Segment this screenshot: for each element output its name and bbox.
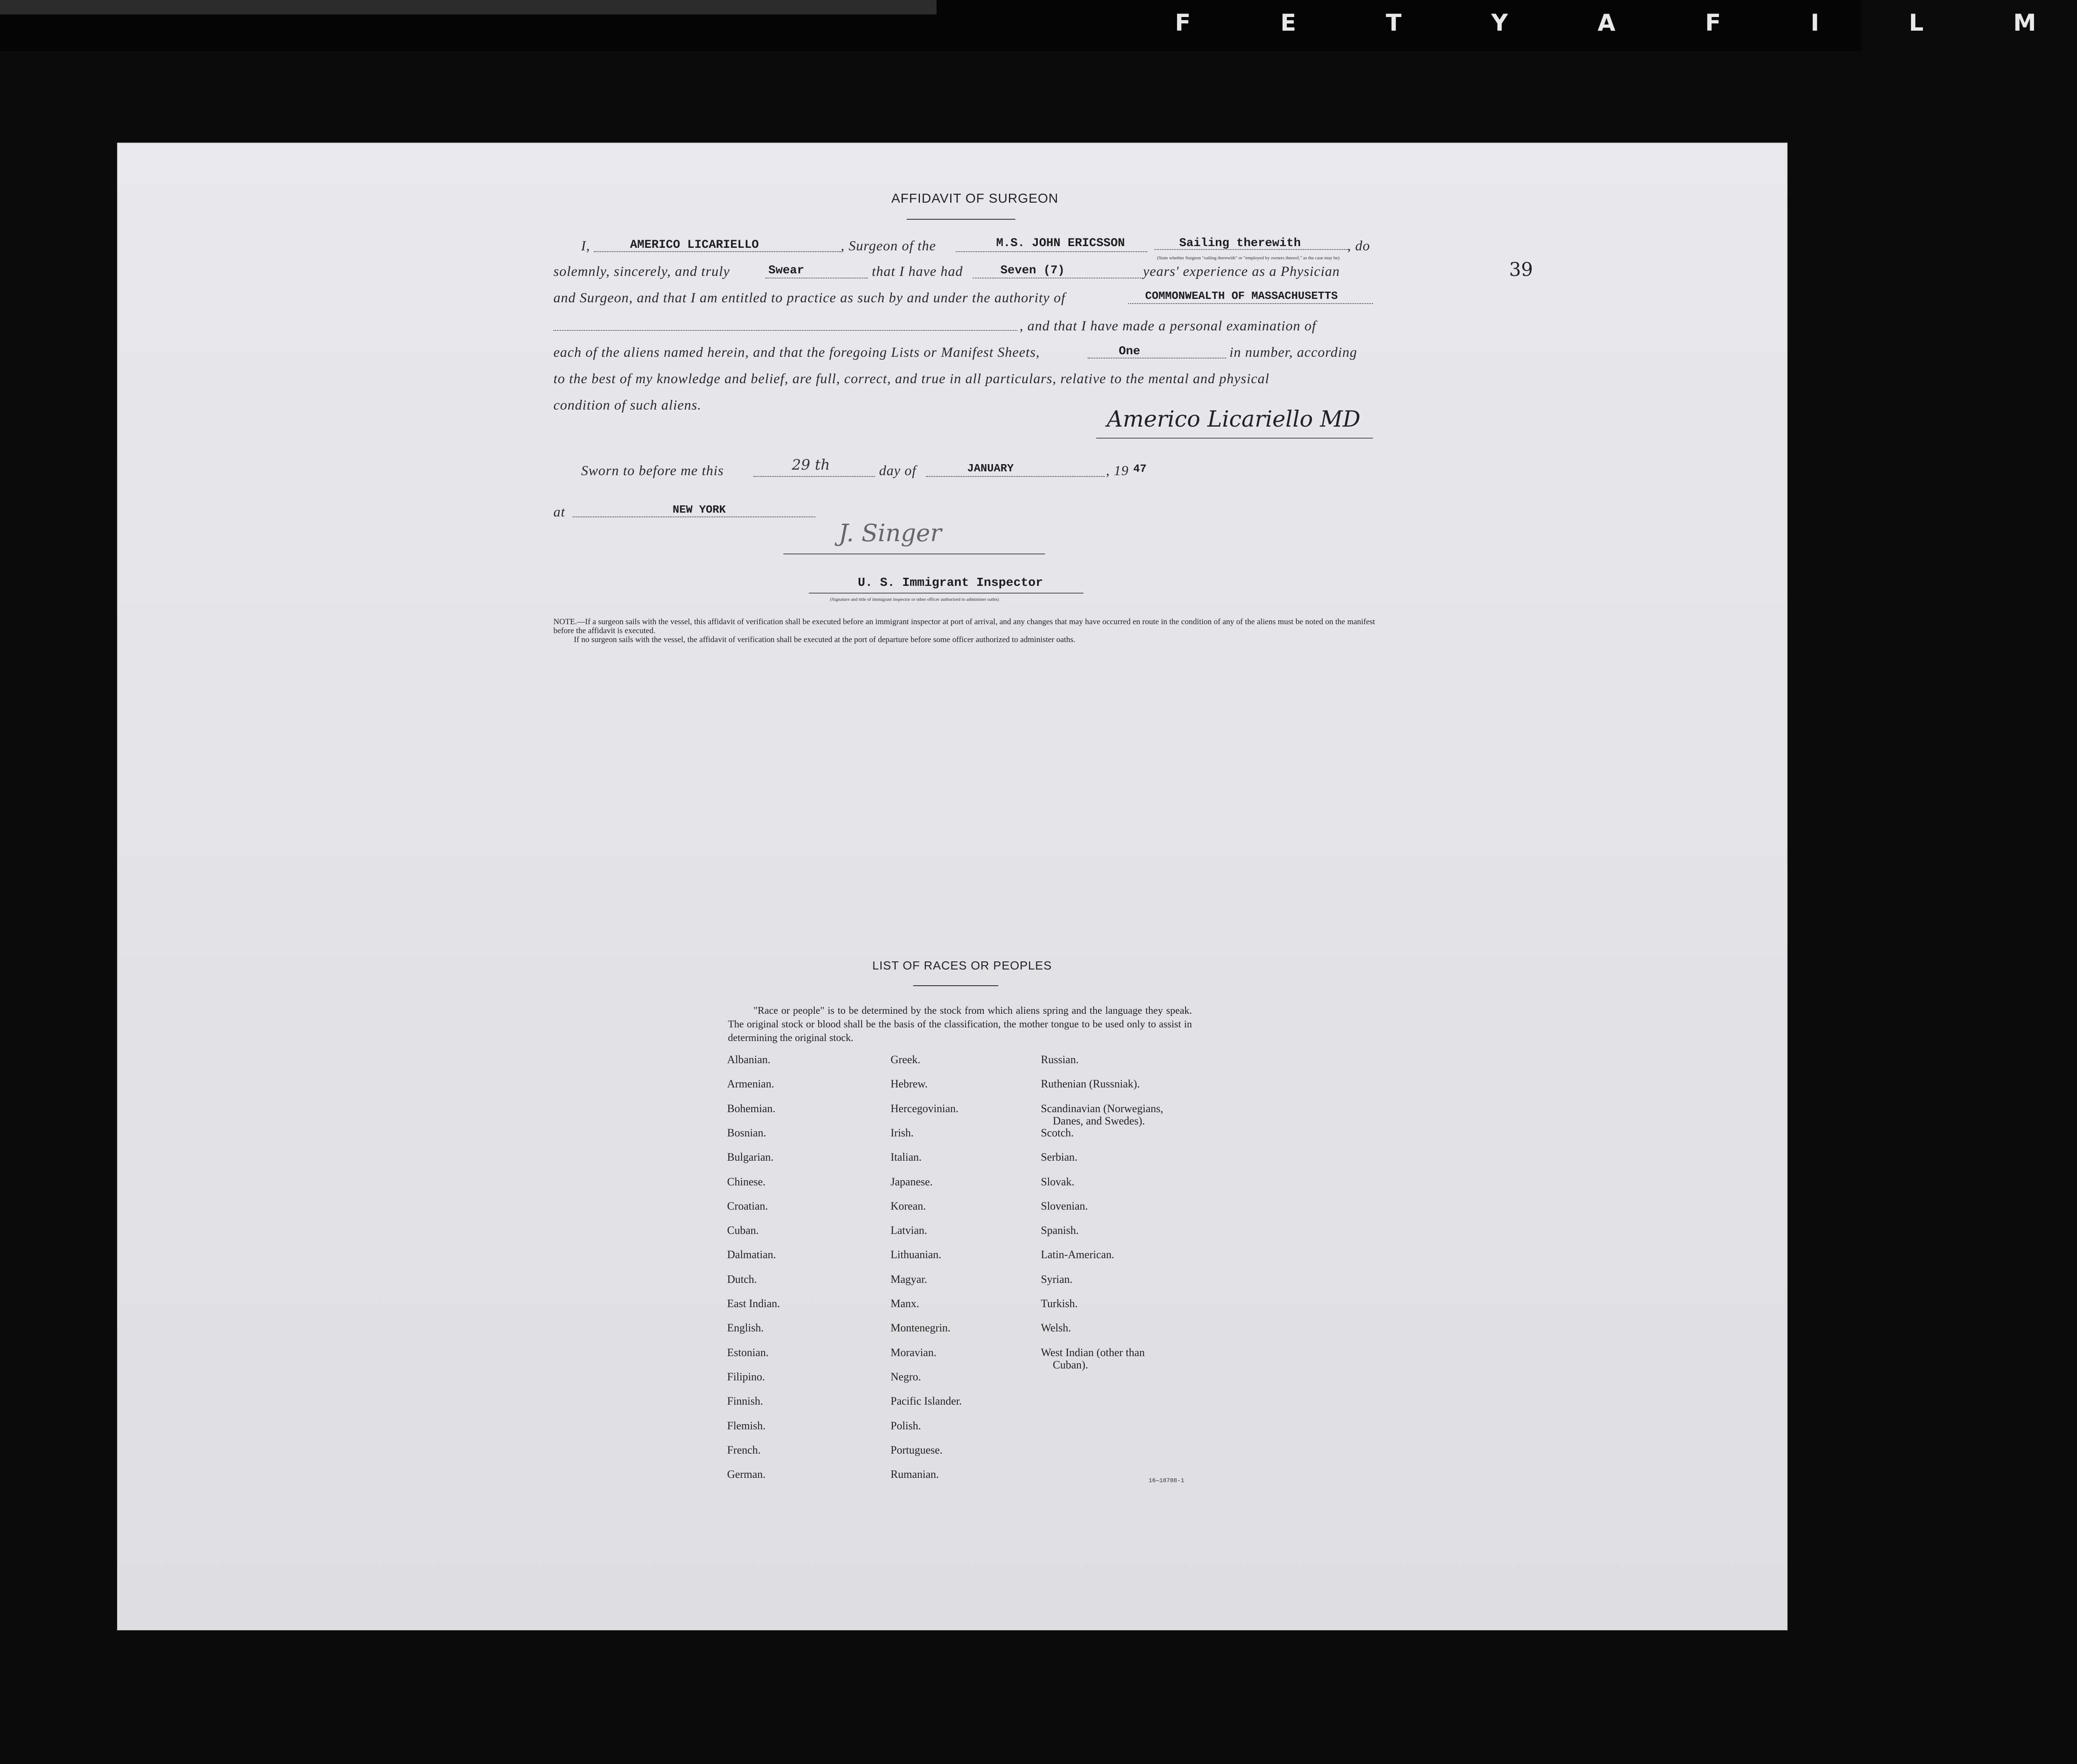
page-number: 39 (1509, 259, 1533, 281)
line3-prefix: and Surgeon, and that I am entitled to practice as such by and under the authority of (553, 290, 1066, 306)
sworn-mid: day of (879, 463, 917, 479)
line5-prefix: each of the aliens named herein, and that the foregoing Lists or Manifest Sheets, (553, 345, 1040, 360)
line4: , and that I have made a personal examination of (1020, 318, 1316, 334)
race-entry: Armenian. (727, 1078, 774, 1090)
race-entry: English. (727, 1322, 764, 1334)
race-entry: Pacific Islander. (891, 1395, 962, 1408)
years-experience: Seven (7) (1000, 264, 1065, 277)
sheets-count-field (1088, 358, 1226, 359)
races-intro: "Race or people" is to be determined by the stock from which aliens spring and the language they speak. The original stock or blood shall be the basis of the classification, the mother tongue to be used only to assist in determining the original stock. (728, 1005, 1192, 1044)
race-entry: Polish. (891, 1419, 921, 1432)
race-entry: Turkish. (1041, 1297, 1078, 1310)
affidavit-title: AFFIDAVIT OF SURGEON (891, 191, 1059, 206)
sheets-count: One (1119, 345, 1140, 358)
line1-prefix: I, (581, 238, 590, 254)
line2-mid: that I have had (872, 264, 963, 279)
line7: condition of such aliens. (553, 398, 702, 413)
status-note: (State whether Surgeon "sailing therewith" or "employed by owners thereof," as the case may be) (1157, 255, 1340, 261)
race-entry: Moravian. (891, 1346, 937, 1359)
race-entry: East Indian. (727, 1297, 780, 1310)
authority-continued-field (553, 330, 1017, 331)
place-field (573, 516, 815, 517)
race-entry: Dutch. (727, 1273, 757, 1285)
race-entry: Bulgarian. (727, 1151, 774, 1164)
race-entry: Negro. (891, 1370, 921, 1383)
race-entry: Estonian. (727, 1346, 769, 1359)
place-prefix: at (553, 505, 565, 520)
race-entry: Cuban. (727, 1224, 759, 1237)
line5-end: in number, according (1229, 345, 1358, 360)
line2-end: years' experience as a Physician (1143, 264, 1340, 279)
race-entry: Welsh. (1041, 1322, 1071, 1334)
form-code: 16—18708-1 (1149, 1477, 1185, 1484)
race-entry: Syrian. (1041, 1273, 1073, 1285)
surgeon-signature: Americo Licariello MD (1107, 407, 1361, 432)
race-entry: Bosnian. (727, 1126, 766, 1139)
sworn-year: 47 (1133, 462, 1147, 475)
place-city: NEW YORK (673, 503, 726, 516)
race-entry: Irish. (891, 1126, 914, 1139)
race-entry: Serbian. (1041, 1151, 1077, 1164)
race-entry: Korean. (891, 1199, 926, 1212)
race-entry: Filipino. (727, 1370, 765, 1383)
race-entry: Ruthenian (Russniak). (1041, 1078, 1140, 1090)
race-entry: Slovak. (1041, 1175, 1074, 1188)
vessel-field (956, 251, 1147, 252)
race-entry: French. (727, 1443, 761, 1456)
authority: COMMONWEALTH OF MASSACHUSETTS (1145, 290, 1338, 302)
affidavit-line-1 (581, 238, 590, 254)
race-entry: Lithuanian. (891, 1248, 942, 1261)
title-rule (907, 219, 1015, 220)
race-entry: Manx. (891, 1297, 920, 1310)
race-entry: Montenegrin. (891, 1322, 951, 1334)
vessel-name: M.S. JOHN ERICSSON (996, 237, 1125, 250)
line2-prefix: solemnly, sincerely, and truly (553, 264, 730, 279)
race-entry: German. (727, 1468, 766, 1481)
inspector-title: U. S. Immigrant Inspector (858, 576, 1043, 590)
line6: to the best of my knowledge and belief, are full, correct, and true in all particulars, relative to the mental and physical (553, 371, 1269, 387)
race-entry: Italian. (891, 1151, 922, 1164)
race-entry: Portuguese. (891, 1443, 943, 1456)
race-entry: Rumanian. (891, 1468, 939, 1481)
surgeon-signature-line (1096, 438, 1373, 439)
race-entry: Finnish. (727, 1395, 763, 1408)
race-entry: Russian. (1041, 1053, 1079, 1066)
film-edge-band (0, 0, 937, 14)
inspector-signature: J. Singer (839, 519, 942, 547)
oath-type: Swear (768, 264, 805, 277)
races-title-rule (913, 985, 998, 986)
race-entry: Japanese. (891, 1175, 933, 1188)
race-entry: Spanish. (1041, 1224, 1079, 1237)
sworn-month-field (926, 476, 1105, 477)
race-entry: Hebrew. (891, 1078, 928, 1090)
race-entry: Slovenian. (1041, 1199, 1088, 1212)
sworn-day-field (753, 476, 875, 477)
race-entry: Hercegovinian. (891, 1102, 959, 1115)
race-entry: Scandinavian (Norwegians, (1041, 1102, 1163, 1115)
race-entry: Danes, and Swedes). (1053, 1115, 1145, 1127)
race-entry: Croatian. (727, 1199, 768, 1212)
race-entry: Dalmatian. (727, 1248, 776, 1261)
race-entry: Magyar. (891, 1273, 927, 1285)
line1-mid: , Surgeon of the (841, 238, 936, 254)
race-entry: West Indian (other than (1041, 1346, 1145, 1359)
film-strip (0, 0, 2077, 51)
sworn-prefix: Sworn to before me this (581, 463, 724, 479)
sworn-month: JANUARY (967, 462, 1014, 475)
race-entry: Bohemian. (727, 1102, 776, 1115)
race-entry: Latvian. (891, 1224, 927, 1237)
race-entry: Greek. (891, 1053, 921, 1066)
inspector-note: (Signature and title of immigrant inspector or other officer authorized to administer oaths) (830, 597, 999, 602)
note-no-surgeon: If no surgeon sails with the vessel, the affidavit of verification shall be executed at the port of departure before some officer authorized to administer oaths. (574, 635, 1076, 644)
surgeon-status: Sailing therewith (1179, 237, 1301, 250)
race-entry: Cuban). (1053, 1359, 1089, 1371)
race-entry: Scotch. (1041, 1126, 1074, 1139)
race-entry: Latin-American. (1041, 1248, 1114, 1261)
film-edge-text: F E T Y A F I L M (1175, 9, 2077, 36)
surgeon-name: AMERICO LICARIELLO (630, 238, 759, 252)
note-surgeon-sails: NOTE.—If a surgeon sails with the vessel, this affidavit of verification shall be executed before an immigrant inspector at port of arrival, and any changes that may have occurred en route in the condition of any of the aliens must be noted on the manifest before the affidavit is executed. (553, 617, 1375, 635)
sworn-year-prefix: , 19 (1106, 463, 1129, 479)
authority-field (1128, 303, 1373, 304)
race-entry: Albanian. (727, 1053, 771, 1066)
race-entry: Chinese. (727, 1175, 766, 1188)
races-title: LIST OF RACES OR PEOPLES (872, 959, 1052, 972)
line1-end: , do (1347, 238, 1370, 254)
sworn-day: 29 th (792, 456, 830, 473)
race-entry: Flemish. (727, 1419, 766, 1432)
inspector-title-line (809, 593, 1083, 594)
